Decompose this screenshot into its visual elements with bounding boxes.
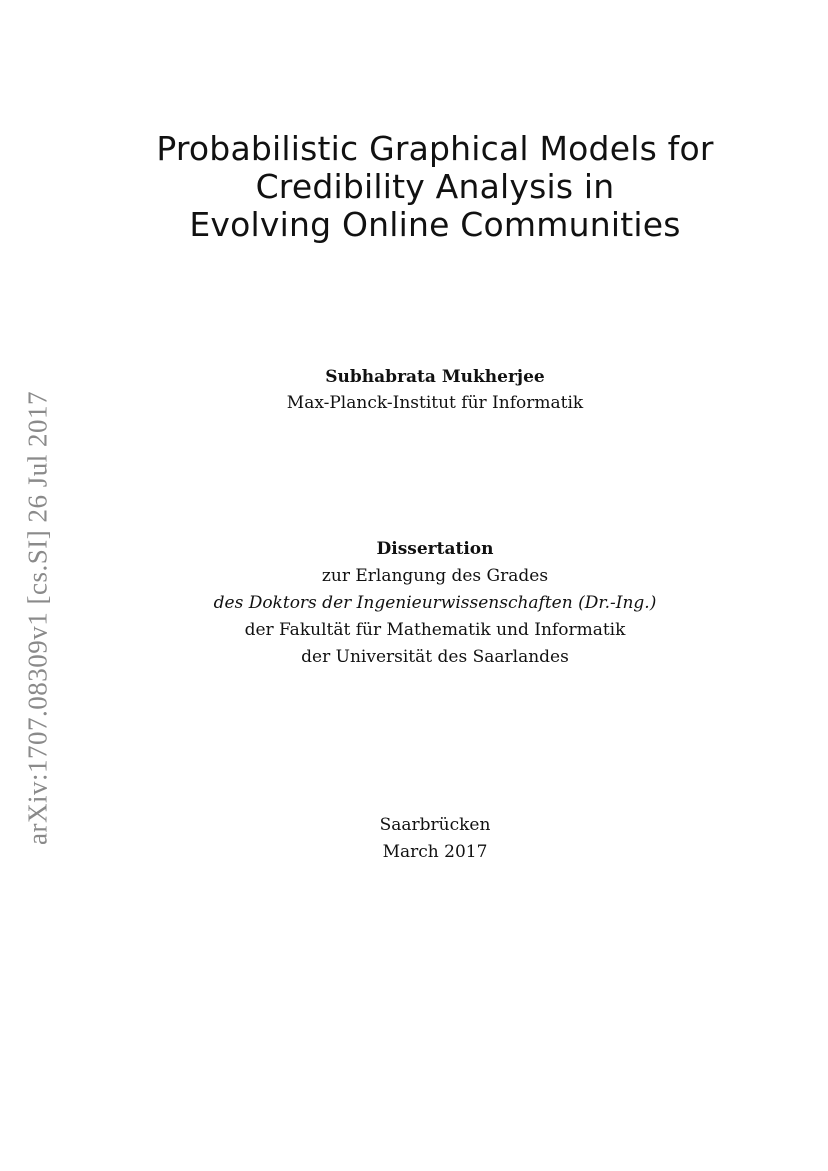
title-line-3: Evolving Online Communities (189, 205, 681, 244)
place-date-block (285, 812, 585, 866)
arxiv-stamp: arXiv:1707.08309v1 [cs.SI] 26 Jul 2017 (22, 391, 53, 845)
dissertation-heading: Dissertation (376, 539, 494, 559)
author-affiliation: Max-Planck-Institut für Informatik (286, 393, 584, 413)
author-name: Subhabrata Mukherjee (325, 367, 545, 387)
dissertation-block (160, 536, 710, 671)
date: March 2017 (382, 842, 488, 862)
title-line-1: Probabilistic Graphical Models for (156, 129, 714, 168)
page-title (110, 130, 760, 244)
author-block (185, 364, 685, 416)
dissertation-line-1: zur Erlangung des Grades (321, 566, 549, 586)
place: Saarbrücken (379, 815, 491, 835)
dissertation-line-3: der Fakultät für Mathematik und Informatik (244, 620, 626, 640)
dissertation-line-4: der Universität des Saarlandes (301, 647, 569, 667)
dissertation-line-2: des Doktors der Ingenieurwissenschaften (Dr.-Ing.) (213, 593, 657, 613)
title-line-2: Credibility Analysis in (255, 167, 615, 206)
